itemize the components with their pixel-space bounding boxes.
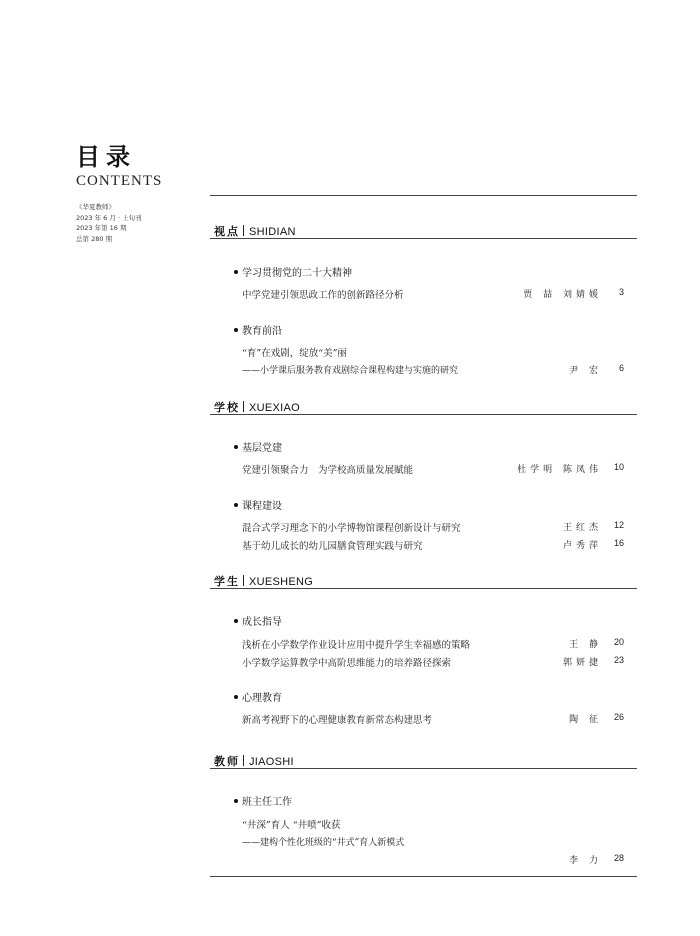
entry-author: 李 力 (569, 856, 602, 866)
entry-title: 基于幼儿成长的幼儿园膳食管理实践与研究 (242, 541, 423, 552)
entry-page: 3 (618, 287, 624, 297)
section-header-xuesheng (214, 573, 313, 589)
section-name-cn: 视点 (214, 225, 240, 238)
entry-author: 尹 宏 (569, 366, 602, 376)
journal-name: 《华夏教师》 (76, 203, 115, 211)
section-divider (210, 238, 637, 239)
entry-page: 16 (613, 538, 624, 548)
entry-title: 新高考视野下的心理健康教育新常态构建思考 (242, 715, 433, 726)
section-name-en: XUEXIAO (249, 402, 301, 414)
entry-title: 中学党建引领思政工作的创新路径分析 (242, 290, 404, 301)
section-name-cn: 学生 (214, 575, 240, 588)
top-divider (210, 195, 637, 196)
entry-title: “育”在戏剧，绽放“美”丽 (242, 348, 347, 359)
section-name-en: XUESHENG (249, 576, 314, 588)
issue-number: 2023 年第 16 期 (76, 224, 127, 232)
subsection-header: 基层党建 (234, 439, 282, 454)
section-name-en: JIAOSHI (249, 756, 294, 768)
entry-title: 小学数学运算教学中高阶思维能力的培养路径探索 (242, 658, 452, 669)
section-divider (210, 414, 637, 415)
entry-author: 贾 喆 刘婧媛 (523, 290, 602, 300)
total-issue-number: 总第 280 期 (76, 234, 113, 243)
subsection-header: 课程建设 (234, 497, 282, 512)
section-name-cn: 教师 (214, 755, 240, 768)
entry-page: 23 (613, 655, 624, 665)
section-name-cn: 学校 (214, 401, 240, 414)
entry-page: 6 (618, 363, 624, 373)
contents-title-block (76, 143, 162, 190)
issue-date: 2023 年 6 月 · 上旬刊 (76, 213, 142, 222)
entry-title: 混合式学习理念下的小学博物馆课程创新设计与研究 (242, 523, 461, 534)
contents-title-en: CONTENTS (76, 173, 163, 189)
subsection-header: 成长指导 (234, 613, 282, 628)
section-divider (210, 588, 637, 589)
entry-title: 党建引领聚合力 为学校高质量发展赋能 (242, 465, 414, 476)
entry-page: 10 (613, 462, 624, 472)
section-divider (210, 768, 637, 769)
subsection-header: 教育前沿 (234, 322, 282, 337)
entry-title: 浅析在小学数学作业设计应用中提升学生幸福感的策略 (242, 640, 471, 651)
entry-subtitle: ——建构个性化班级的“井式”育人新模式 (242, 838, 405, 848)
section-header-xuexiao (214, 399, 300, 415)
entry-page: 26 (613, 712, 624, 722)
entry-page: 20 (613, 637, 624, 647)
entry-author: 郭妍捷 (562, 658, 602, 668)
entry-title: “井深”育人 “井喷”收获 (242, 820, 341, 831)
subsection-header: 学习贯彻党的二十大精神 (234, 264, 352, 279)
section-name-en: SHIDIAN (249, 226, 296, 238)
entry-author: 卢秀萍 (562, 541, 602, 551)
section-header-shidian (214, 223, 296, 239)
subsection-header: 班主任工作 (234, 793, 292, 808)
entry-page: 12 (613, 520, 624, 530)
entry-subtitle: ——小学课后服务教育戏剧综合课程构建与实施的研究 (242, 366, 459, 376)
subsection-header: 心理教育 (234, 689, 282, 704)
section-header-jiaoshi (214, 753, 294, 769)
entry-author: 王红杰 (562, 523, 602, 533)
contents-title-cn: 目录 (76, 142, 136, 171)
issue-info (76, 202, 142, 244)
entry-author: 王 静 (569, 640, 602, 650)
entry-author: 陶 征 (569, 715, 602, 725)
entry-author: 杜学明 陈凤伟 (517, 465, 602, 475)
bottom-divider (210, 876, 637, 877)
entry-page: 28 (613, 853, 624, 863)
